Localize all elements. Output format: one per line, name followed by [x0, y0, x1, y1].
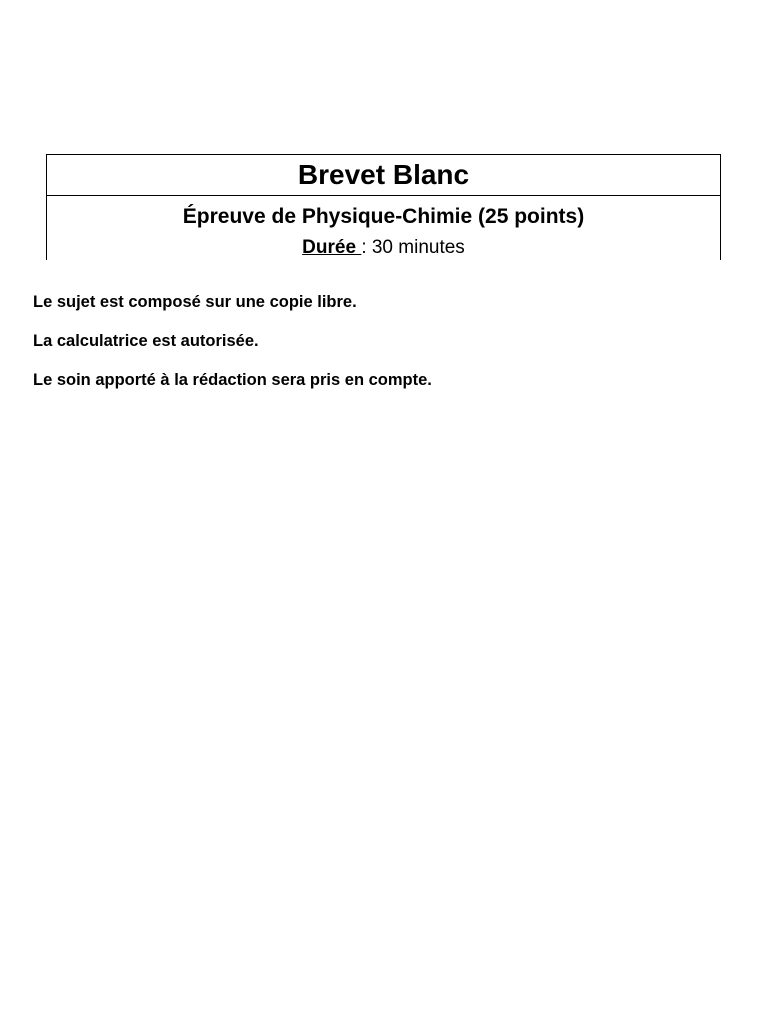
instruction-item: Le soin apporté à la rédaction sera pris en compte. [33, 371, 432, 389]
exam-subtitle: Épreuve de Physique-Chimie (25 points) [182, 205, 585, 228]
exam-title: Brevet Blanc [297, 159, 470, 190]
title-row [47, 155, 720, 196]
instruction-item: Le sujet est composé sur une copie libre. [33, 293, 357, 311]
exam-duration [47, 236, 720, 260]
instruction-item: La calculatrice est autorisée. [33, 332, 259, 350]
instructions-list [33, 291, 432, 408]
duration-value: : 30 minutes [361, 237, 465, 258]
duration-label: Durée [302, 237, 362, 258]
exam-header-box [46, 154, 721, 260]
